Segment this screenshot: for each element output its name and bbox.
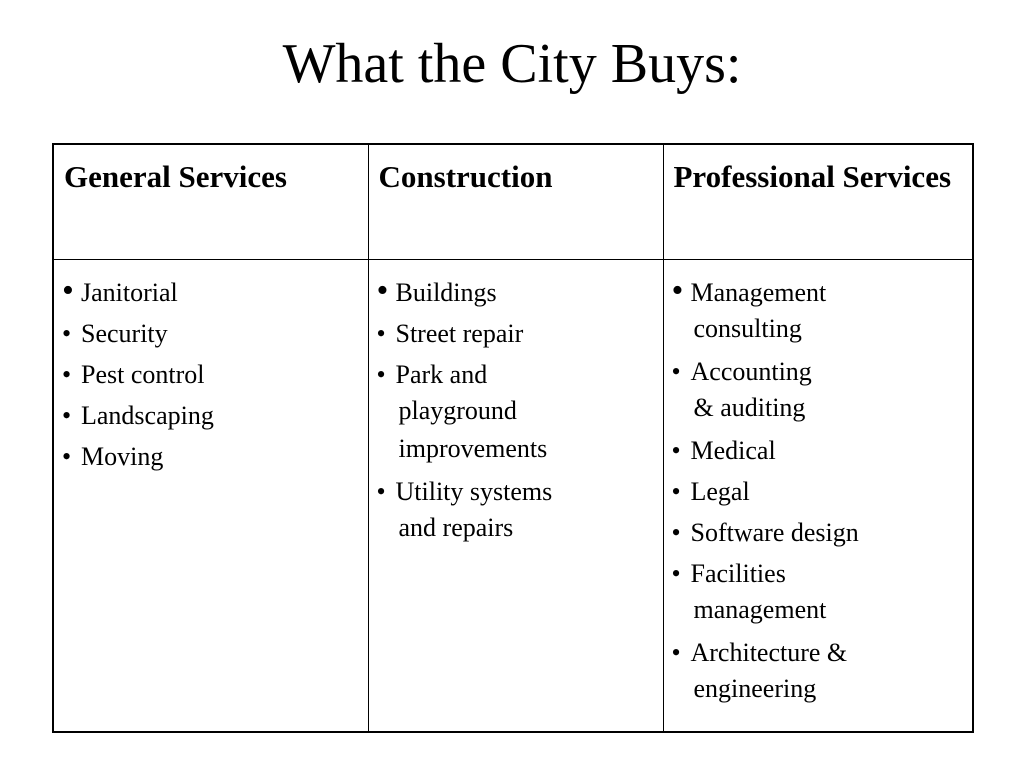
list-item <box>62 440 360 474</box>
bullet-icon: • <box>376 477 386 506</box>
list-item-row <box>62 317 360 351</box>
bullet-icon: • <box>62 401 72 430</box>
list-item-label: Architecture & <box>690 638 848 667</box>
bullet-icon: • <box>62 272 74 309</box>
list-item <box>672 636 965 708</box>
list-item <box>672 516 965 550</box>
table-body-row <box>53 260 973 733</box>
header-construction: Construction <box>368 144 663 260</box>
bullet-icon: • <box>62 442 72 471</box>
bullet-icon: • <box>671 436 681 465</box>
list-item <box>377 475 655 547</box>
list-item <box>672 475 965 509</box>
list-item-continuation: and repairs <box>398 513 514 542</box>
cell-construction <box>368 260 663 733</box>
list-item-row <box>62 358 360 392</box>
list-item-label: Street repair <box>395 319 524 348</box>
list-item <box>672 434 965 468</box>
list-item-label: Accounting <box>690 357 812 386</box>
list-item-label: Legal <box>690 477 750 506</box>
list-item-label: Pest control <box>81 360 205 389</box>
list-item-row <box>62 399 360 433</box>
list-item-label: Software design <box>690 518 859 547</box>
bullet-icon: • <box>671 357 681 386</box>
list-item-row <box>672 636 965 670</box>
list-item-row <box>377 317 655 351</box>
list-item <box>672 274 965 348</box>
list-item-row <box>672 516 965 550</box>
list-item-row <box>62 440 360 474</box>
list-item-row <box>377 274 655 310</box>
cell-general-services <box>53 260 368 733</box>
list-item <box>62 317 360 351</box>
list-item-row <box>377 475 655 509</box>
bullet-icon: • <box>671 638 681 667</box>
list-item <box>377 274 655 310</box>
list-item <box>672 557 965 629</box>
list-item <box>377 317 655 351</box>
list-item <box>62 274 360 310</box>
list-item <box>672 355 965 427</box>
bullet-icon: • <box>62 360 72 389</box>
list-item-row <box>672 475 965 509</box>
list-item-label: Moving <box>81 442 164 471</box>
list-item-row <box>672 355 965 389</box>
list-item-row <box>672 434 965 468</box>
list-item <box>62 399 360 433</box>
bullet-icon: • <box>671 477 681 506</box>
header-general-services: General Services <box>53 144 368 260</box>
list-item-label: Management <box>690 278 827 307</box>
purchase-categories-table <box>52 143 974 733</box>
list-item-continuation: improvements <box>398 434 548 463</box>
list-item-continuation: management <box>693 595 827 624</box>
slide-title: What the City Buys: <box>282 33 742 95</box>
table-header-row <box>53 144 973 260</box>
list-item-continuation: consulting <box>693 314 802 343</box>
list-item <box>377 358 655 468</box>
list-item-label: Park and <box>395 360 488 389</box>
list-item-label: Janitorial <box>81 278 178 307</box>
list-item-label: Buildings <box>395 278 497 307</box>
bullet-icon: • <box>376 272 389 309</box>
list-item-label: Facilities <box>690 559 786 588</box>
list-item-label: Utility systems <box>395 477 553 506</box>
list-item-row <box>377 358 655 392</box>
list-item-continuation: & auditing <box>693 393 806 422</box>
list-item-row <box>672 557 965 591</box>
header-professional-services: Professional Services <box>663 144 973 260</box>
list-item-row <box>62 274 360 310</box>
list-item-label: Security <box>81 319 168 348</box>
bullet-icon: • <box>376 360 386 389</box>
list-item <box>62 358 360 392</box>
list-item-continuation: engineering <box>693 674 817 703</box>
bullet-icon: • <box>671 559 681 588</box>
item-list <box>377 274 655 547</box>
bullet-icon: • <box>671 272 684 309</box>
bullet-icon: • <box>671 518 681 547</box>
list-item-continuation: playground <box>398 396 517 425</box>
item-list <box>672 274 965 708</box>
list-item-label: Landscaping <box>81 401 214 430</box>
item-list <box>62 274 360 474</box>
cell-professional-services <box>663 260 973 733</box>
list-item-label: Medical <box>690 436 776 465</box>
list-item-row <box>672 274 965 310</box>
bullet-icon: • <box>376 319 386 348</box>
bullet-icon: • <box>62 319 72 348</box>
